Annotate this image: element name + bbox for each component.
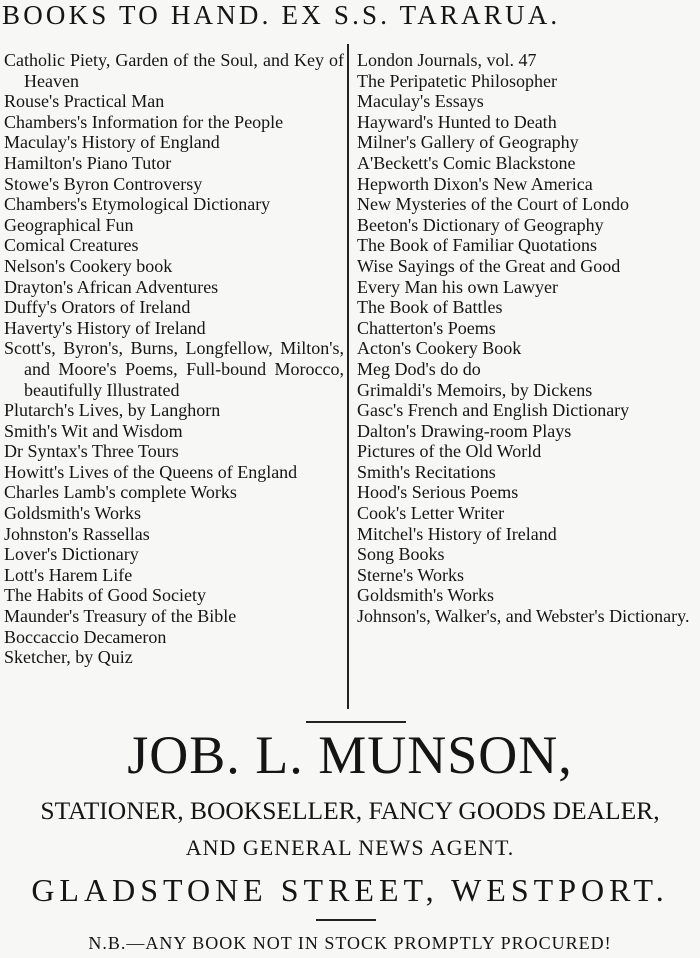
book-list-item: Chatterton's Poems bbox=[357, 317, 496, 338]
book-list-item: The Book of Battles bbox=[357, 297, 503, 318]
book-list-item: Maculay's History of England bbox=[4, 132, 220, 153]
book-list-item: Gasc's French and English Dictionary bbox=[357, 400, 630, 421]
book-list-item: The Book of Familiar Quotations bbox=[357, 235, 597, 256]
book-list-item: Mitchel's History of Ireland bbox=[357, 523, 557, 544]
book-list-item: Lover's Dictionary bbox=[4, 544, 139, 565]
book-list-item: Hayward's Hunted to Death bbox=[357, 111, 557, 132]
book-list-item: New Mysteries of the Court of Londo bbox=[357, 194, 629, 215]
book-list-item: The Peripatetic Philosopher bbox=[357, 70, 557, 91]
book-list-item: Wise Sayings of the Great and Good bbox=[357, 255, 621, 276]
book-list-item: Acton's Cookery Book bbox=[357, 338, 522, 359]
book-list-item: Dalton's Drawing-room Plays bbox=[357, 420, 572, 441]
book-list-item: Meg Dod's do do bbox=[357, 358, 481, 379]
book-list-item: Song Books bbox=[357, 544, 445, 565]
book-list-item: Hepworth Dixon's New America bbox=[357, 173, 593, 194]
book-list-item: Maunder's Treasury of the Bible bbox=[4, 606, 237, 627]
advertiser-trade: STATIONER, BOOKSELLER, FANCY GOODS DEALER, bbox=[40, 796, 660, 825]
book-list-item: London Journals, vol. 47 bbox=[357, 50, 537, 70]
book-list-item: Hamilton's Piano Tutor bbox=[4, 152, 172, 173]
separator-rule-short bbox=[316, 919, 376, 921]
book-list-item: Lott's Harem Life bbox=[4, 564, 133, 585]
left-book-list bbox=[4, 50, 344, 668]
book-list-item: Geographical Fun bbox=[4, 214, 134, 235]
book-list-item: Cook's Letter Writer bbox=[357, 503, 505, 524]
book-list-item: Sterne's Works bbox=[357, 564, 464, 585]
book-list-item: Scott's, Byron's, Burns, Longfellow, Milton's, and Moore's Poems, Full-bound Morocco, beautifully Illustrated bbox=[4, 338, 344, 400]
book-list-item: Chambers's Etymological Dictionary bbox=[4, 194, 271, 215]
book-list-item: Comical Creatures bbox=[4, 235, 139, 256]
book-list-item: Milner's Gallery of Geography bbox=[357, 132, 579, 153]
book-list-item: Sketcher, by Quiz bbox=[4, 647, 133, 668]
book-list-item: Every Man his own Lawyer bbox=[357, 276, 558, 297]
book-list-item: Johnston's Rassellas bbox=[4, 523, 150, 544]
book-list-item: Maculay's Essays bbox=[357, 91, 484, 112]
book-list-item: Johnson's, Walker's, and Webster's Dictionary. bbox=[357, 606, 690, 627]
book-list-item: Smith's Wit and Wisdom bbox=[4, 420, 183, 441]
advertiser-name: JOB. L. MUNSON, bbox=[127, 725, 573, 785]
book-list-item: Beeton's Dictionary of Geography bbox=[357, 214, 604, 235]
book-list-item: Goldsmith's Works bbox=[357, 585, 494, 606]
book-list-item: Charles Lamb's complete Works bbox=[4, 482, 237, 503]
book-list-item: Catholic Piety, Garden of the Soul, and Key of Heaven bbox=[4, 50, 344, 91]
book-list-item: Duffy's Orators of Ireland bbox=[4, 297, 191, 318]
book-list-item: Dr Syntax's Three Tours bbox=[4, 441, 179, 462]
book-list-item: Smith's Recitations bbox=[357, 461, 496, 482]
book-list-item: Boccaccio Decameron bbox=[4, 626, 167, 647]
book-list-item: Grimaldi's Memoirs, by Dickens bbox=[357, 379, 593, 400]
advertiser-address: GLADSTONE STREET, WESTPORT. bbox=[31, 872, 669, 908]
column-divider bbox=[347, 44, 349, 709]
book-list-item: Haverty's History of Ireland bbox=[4, 317, 206, 338]
right-book-list bbox=[357, 50, 697, 627]
book-list-item: Plutarch's Lives, by Langhorn bbox=[4, 400, 221, 421]
book-list-item: Howitt's Lives of the Queens of England bbox=[4, 461, 298, 482]
book-list-item: Nelson's Cookery book bbox=[4, 255, 173, 276]
book-list-item: Hood's Serious Poems bbox=[357, 482, 519, 503]
book-list-item: A'Beckett's Comic Blackstone bbox=[357, 152, 576, 173]
advertiser-note: N.B.—ANY BOOK NOT IN STOCK PROMPTLY PROCURED! bbox=[88, 933, 612, 953]
separator-rule bbox=[306, 721, 406, 723]
book-list-item: Drayton's African Adventures bbox=[4, 276, 219, 297]
book-list-item: Pictures of the Old World bbox=[357, 441, 542, 462]
book-list-item: Chambers's Information for the People bbox=[4, 111, 284, 132]
book-list-item: Stowe's Byron Controversy bbox=[4, 173, 203, 194]
book-list-item: Goldsmith's Works bbox=[4, 503, 141, 524]
book-list-item: The Habits of Good Society bbox=[4, 585, 206, 606]
book-list-item: Rouse's Practical Man bbox=[4, 91, 165, 112]
headline: BOOKS TO HAND. EX S.S. TARARUA. bbox=[2, 0, 561, 30]
advertiser-agent: AND GENERAL NEWS AGENT. bbox=[185, 835, 515, 860]
